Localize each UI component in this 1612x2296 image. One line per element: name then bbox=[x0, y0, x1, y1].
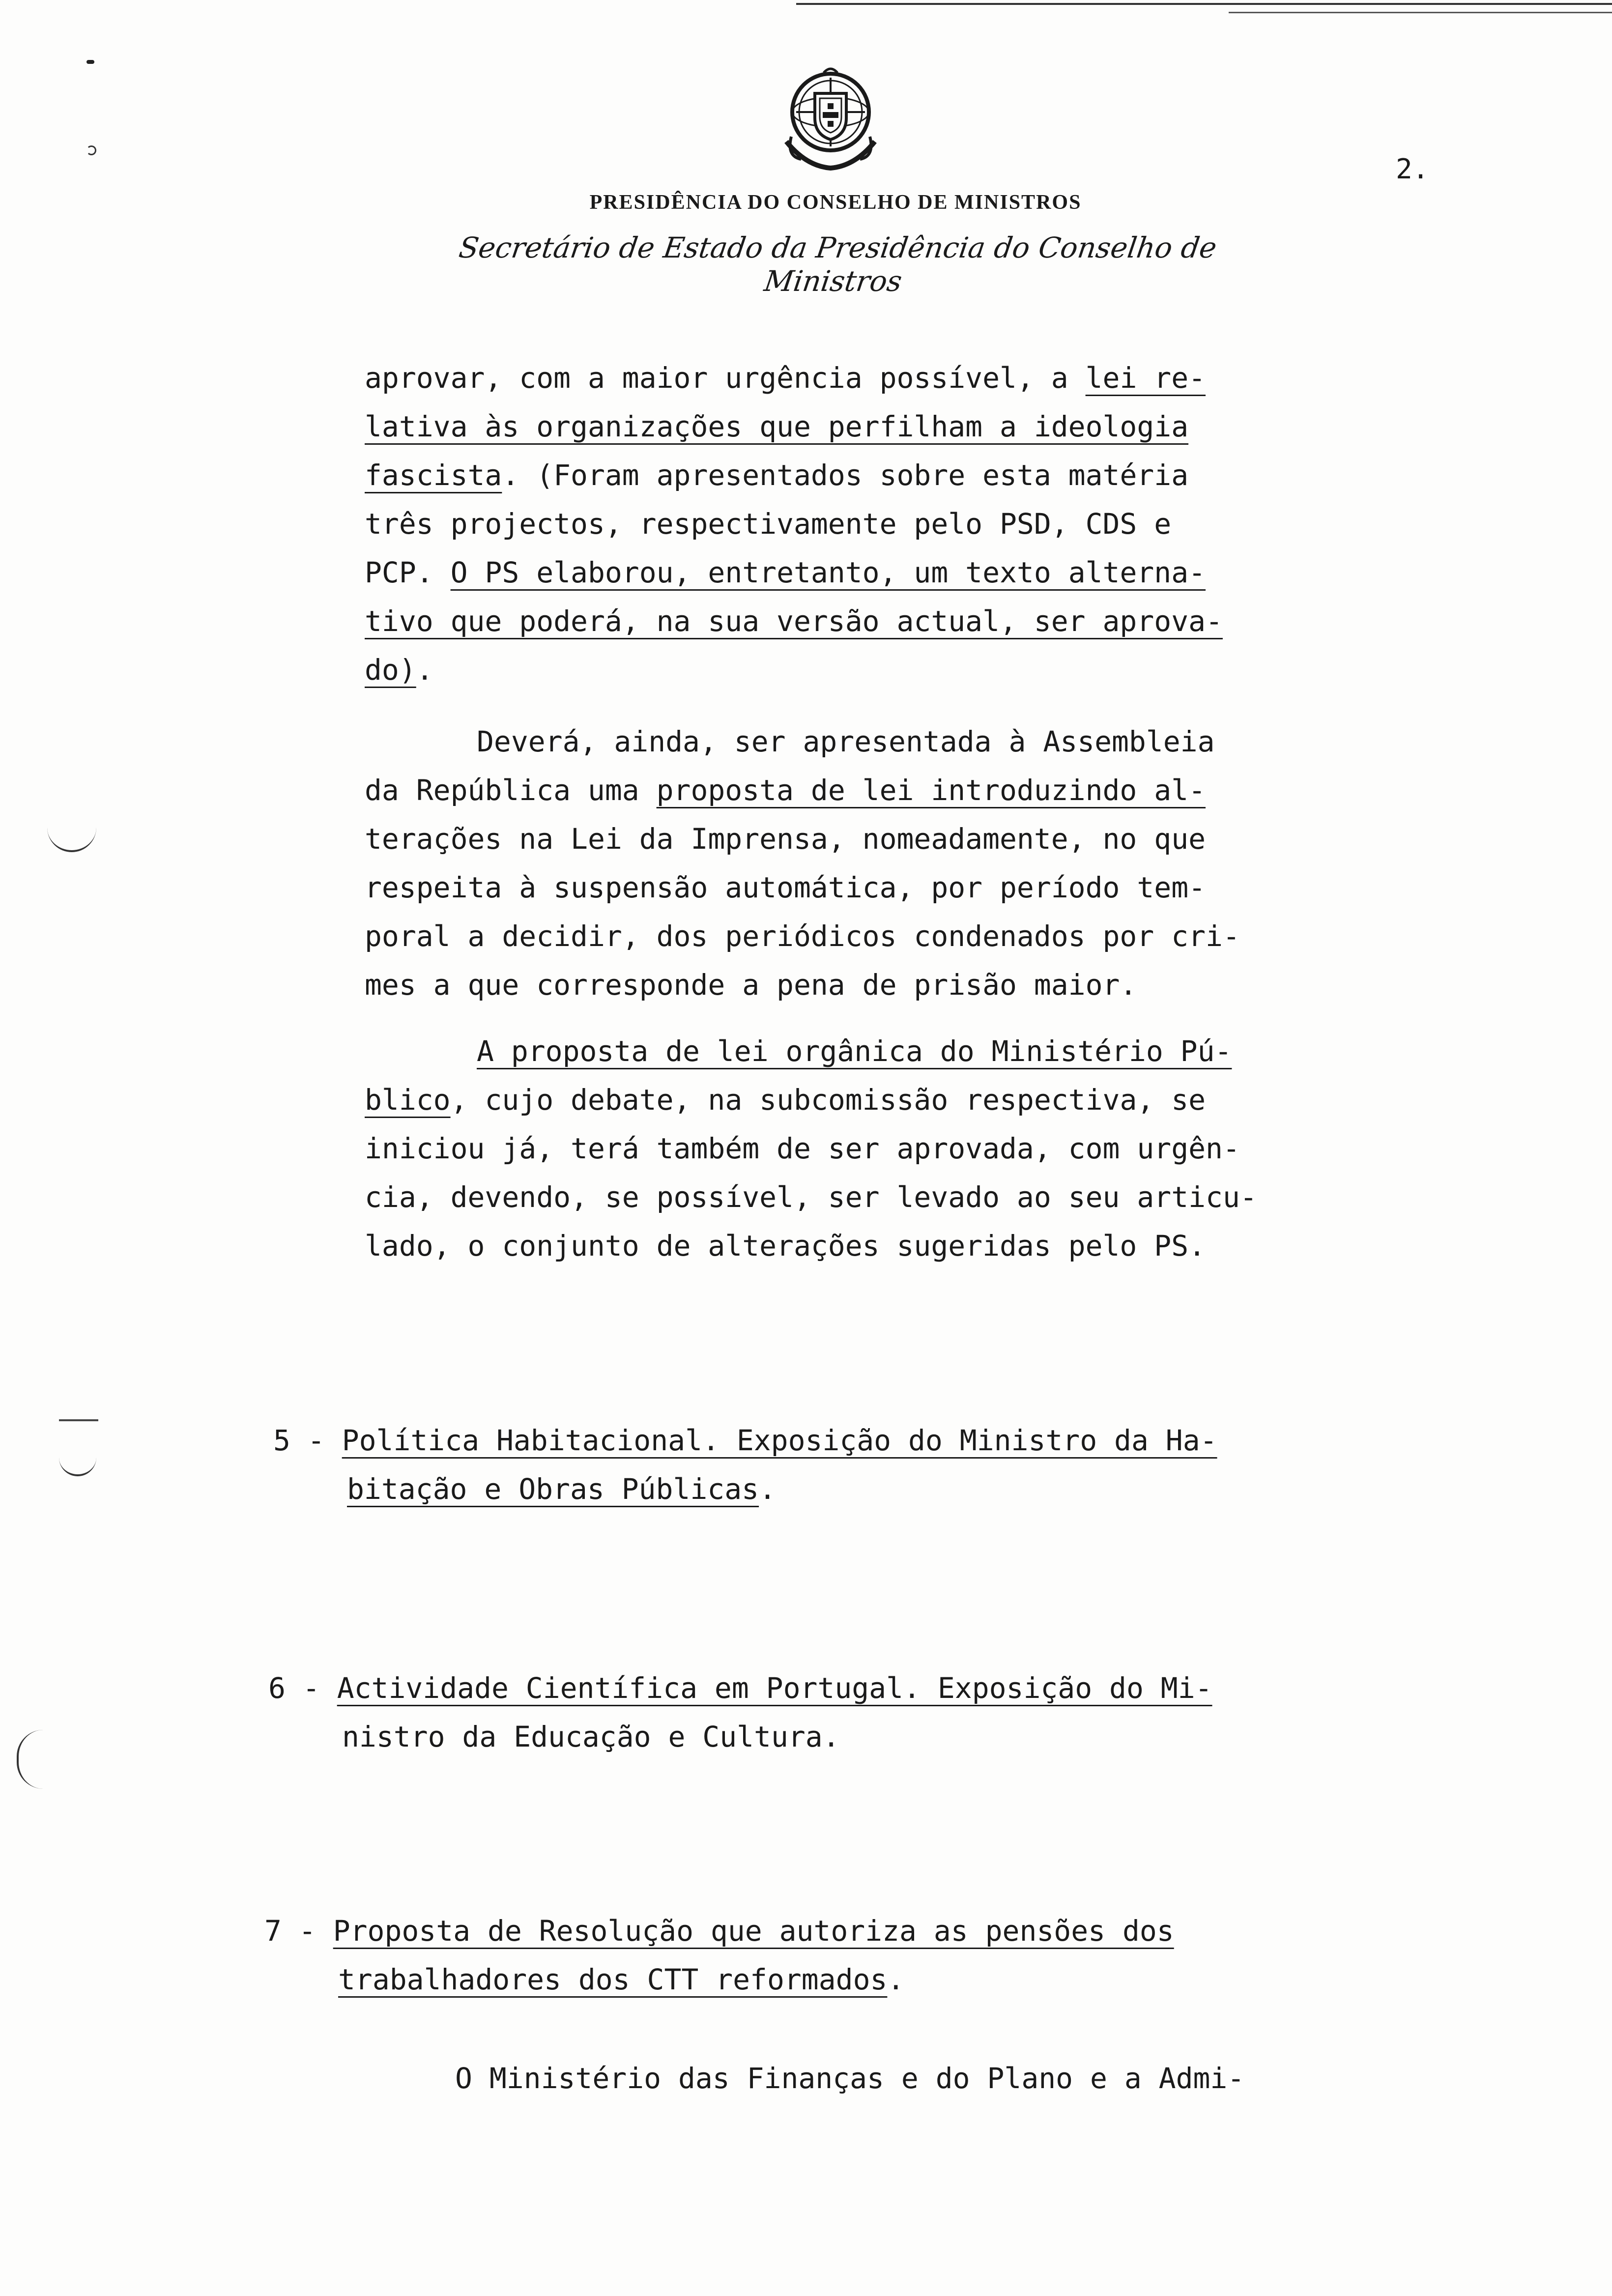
text-line bbox=[365, 1124, 1257, 1173]
item-number: 7 - bbox=[264, 1914, 333, 1948]
text-run: O Ministério das Finanças e do Plano e a Admi- bbox=[455, 2062, 1245, 2095]
text-line bbox=[365, 451, 1223, 500]
text-line bbox=[365, 718, 1240, 766]
margin-mark bbox=[17, 1730, 43, 1789]
text-line bbox=[273, 1465, 1217, 1514]
text-line bbox=[365, 597, 1223, 646]
text-line bbox=[365, 766, 1240, 815]
agenda-item-6 bbox=[268, 1664, 1212, 1761]
underlined-text: lei re- bbox=[1085, 361, 1206, 395]
text-run: mes a que corresponde a pena de prisão maior. bbox=[365, 968, 1137, 1002]
text-line bbox=[264, 1907, 1174, 1955]
margin-mark bbox=[86, 145, 96, 155]
letterhead-subtitle: Secretário de Estado da Presidência do Conselho de Ministros bbox=[457, 231, 1219, 298]
underlined-text: Política Habitacional. Exposição do Ministro da Ha- bbox=[342, 1424, 1217, 1457]
margin-mark bbox=[86, 60, 94, 64]
underlined-text: Actividade Científica em Portugal. Exposição do Mi- bbox=[337, 1671, 1212, 1705]
underlined-text: fascista bbox=[365, 459, 502, 492]
text-run: da República uma bbox=[365, 774, 657, 807]
underlined-text: bitação e Obras Públicas bbox=[347, 1472, 759, 1506]
text-line bbox=[365, 1173, 1257, 1222]
letterhead-title: PRESIDÊNCIA DO CONSELHO DE MINISTROS bbox=[589, 191, 1082, 214]
text-line bbox=[264, 1955, 1174, 2004]
text-line bbox=[365, 863, 1240, 912]
text-line bbox=[365, 1222, 1257, 1270]
text-line bbox=[365, 646, 1223, 694]
text-run: lado, o conjunto de alterações sugeridas pelo PS. bbox=[365, 1229, 1206, 1263]
text-run: nistro da Educação e Cultura. bbox=[342, 1720, 840, 1753]
text-line bbox=[365, 548, 1223, 597]
text-run: . bbox=[759, 1472, 776, 1506]
underlined-text: Proposta de Resolução que autoriza as pensões dos bbox=[333, 1914, 1174, 1948]
text-line bbox=[268, 1664, 1212, 1713]
underlined-text: lativa às organizações que perfilham a ideologia bbox=[365, 410, 1189, 443]
agenda-item-7 bbox=[264, 1907, 1174, 2004]
margin-mark bbox=[47, 806, 96, 852]
paragraph-press-law bbox=[365, 718, 1240, 1009]
text-run: . bbox=[887, 1963, 905, 1996]
underlined-text: proposta de lei introduzindo al- bbox=[656, 774, 1206, 807]
text-line bbox=[455, 2054, 1244, 2103]
paragraph-public-ministry bbox=[365, 1027, 1257, 1270]
text-line bbox=[365, 500, 1223, 548]
underlined-text: blico bbox=[365, 1083, 451, 1117]
text-line bbox=[365, 402, 1223, 451]
text-run: terações na Lei da Imprensa, nomeadamente, no que bbox=[365, 822, 1206, 856]
underlined-text: do) bbox=[365, 653, 416, 687]
margin-mark bbox=[59, 1445, 96, 1476]
top-edge-rule bbox=[796, 3, 1612, 5]
agenda-item-5 bbox=[273, 1416, 1217, 1514]
text-line bbox=[365, 1027, 1257, 1076]
text-run: . bbox=[416, 653, 433, 687]
portuguese-coat-of-arms-icon bbox=[777, 63, 885, 181]
text-run: cia, devendo, se possível, ser levado ao seu articu- bbox=[365, 1180, 1257, 1214]
text-run: iniciou já, terá também de ser aprovada, com urgên- bbox=[365, 1132, 1240, 1165]
text-line bbox=[273, 1416, 1217, 1465]
text-run: aprovar, com a maior urgência possível, a bbox=[365, 361, 1086, 395]
text-run: três projectos, respectivamente pelo PSD, CDS e bbox=[365, 507, 1172, 541]
text-line bbox=[365, 815, 1240, 863]
item-number: 5 - bbox=[273, 1424, 342, 1457]
paragraph-finance-ministry bbox=[455, 2054, 1244, 2103]
paragraph-continuation bbox=[365, 354, 1223, 694]
text-run: poral a decidir, dos periódicos condenados por cri- bbox=[365, 919, 1240, 953]
underlined-text: A proposta de lei orgânica do Ministério Pú- bbox=[477, 1034, 1232, 1068]
text-run: Deverá, ainda, ser apresentada à Assembleia bbox=[477, 725, 1215, 758]
text-line bbox=[365, 912, 1240, 961]
text-line bbox=[365, 354, 1223, 402]
text-line bbox=[268, 1713, 1212, 1761]
text-line bbox=[365, 1076, 1257, 1124]
text-line bbox=[365, 961, 1240, 1009]
item-number: 6 - bbox=[268, 1671, 337, 1705]
underlined-text: trabalhadores dos CTT reformados bbox=[338, 1963, 888, 1996]
text-run: respeita à suspensão automática, por período tem- bbox=[365, 871, 1206, 904]
underlined-text: tivo que poderá, na sua versão actual, ser aprova- bbox=[365, 604, 1223, 638]
text-run: , cujo debate, na subcomissão respectiva, se bbox=[450, 1083, 1206, 1117]
margin-mark bbox=[59, 1419, 98, 1421]
page-number: 2. bbox=[1396, 153, 1429, 185]
text-run: PCP. bbox=[365, 556, 451, 589]
underlined-text: O PS elaborou, entretanto, um texto alterna- bbox=[450, 556, 1206, 589]
text-run: . (Foram apresentados sobre esta matéria bbox=[502, 459, 1189, 492]
top-edge-rule-secondary bbox=[1229, 12, 1612, 13]
